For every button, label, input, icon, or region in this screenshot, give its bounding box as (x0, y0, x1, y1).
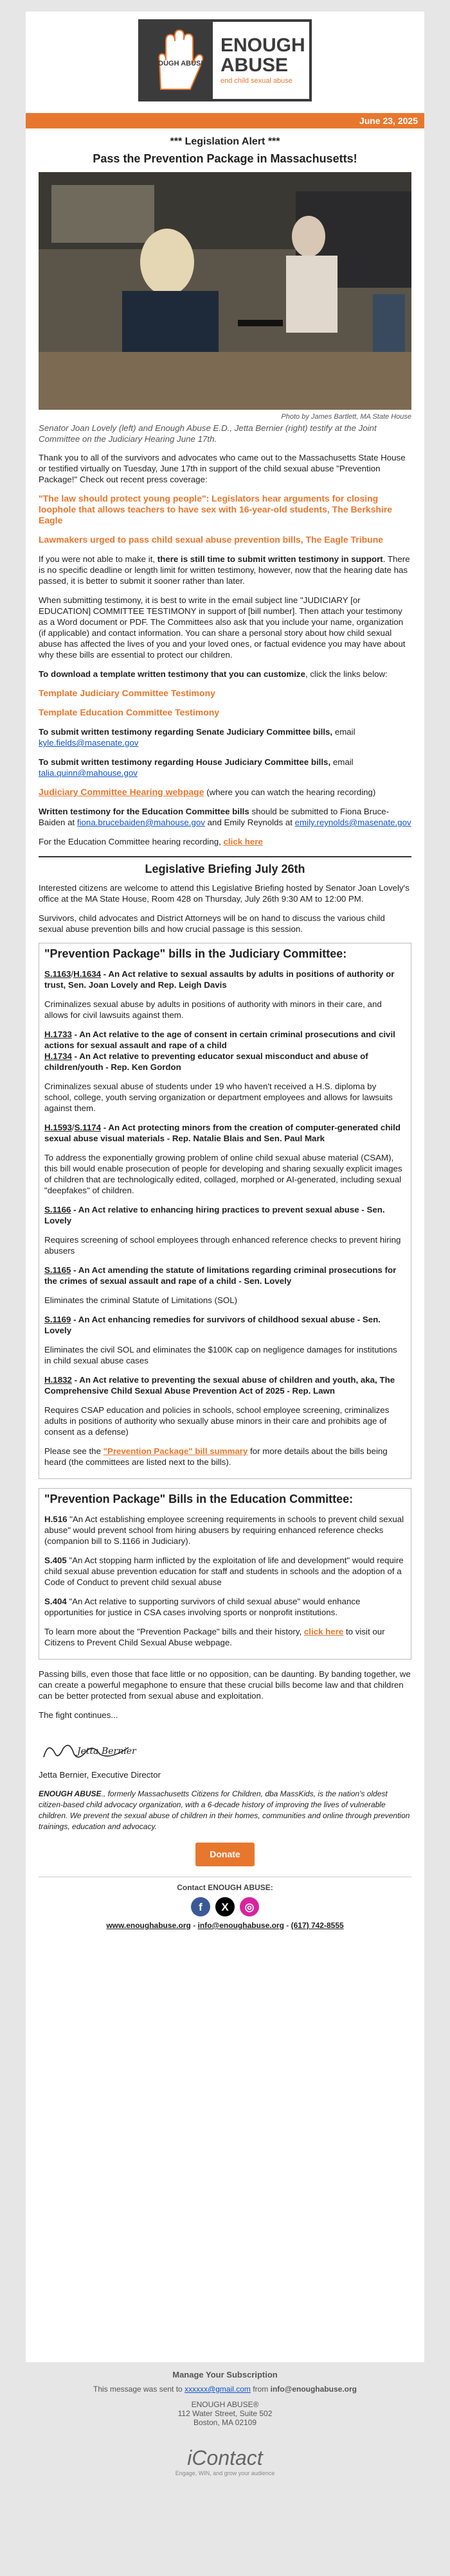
closing-para-2: The fight continues... (39, 1710, 118, 1720)
hearing-webpage-link[interactable]: Judiciary Committee Hearing webpage (39, 787, 204, 797)
template-judiciary-link[interactable]: Template Judiciary Committee Testimony (39, 688, 215, 698)
photo-credit: Photo by James Bartlett, MA State House (281, 413, 411, 421)
education-recording: For the Education Committee hearing recording, click here (39, 837, 263, 846)
education-submit: Written testimony for the Education Committee bills should be submitted to Fiona Bruce-Baiden at fiona.brucebaiden@mahouse.gov and Emily Reynolds at emily.reynolds@masenate.gov (39, 807, 411, 827)
learn-more-link[interactable]: click here (303, 1627, 344, 1636)
x-icon[interactable]: X (215, 1897, 235, 1916)
bill-code-link[interactable]: S.1165 (44, 1265, 71, 1275)
date-bar (26, 113, 424, 128)
hearing-webpage: Judiciary Committee Hearing webpage (where you can watch the hearing recording) (39, 787, 376, 797)
bill-text: "An Act establishing employee screening requirements in schools to prevent child sexual abuse" would prevent school from hiring abusers by requiring enhanced reference checks (companion bill to S.1166 in Judiciary). (44, 1514, 404, 1546)
bill-description: Eliminates the criminal Statute of Limitations (SOL) (44, 1295, 238, 1305)
hand-logo-text: ENOUGH ABUSE (148, 60, 206, 67)
subscription-footer (0, 2370, 450, 2476)
bill-description: Criminalizes sexual abuse by adults in positions of authority with minors in their care, and allows for civil lawsuits against them. (44, 999, 382, 1020)
bill-title: - An Act relative to enhancing hiring practices to prevent sexual abuse - Sen. Lovely (44, 1205, 385, 1225)
bill-code-link[interactable]: H.1733 (44, 1030, 72, 1039)
icontact-logo[interactable]: iContact (187, 2446, 263, 2469)
education-title: "Prevention Package" Bills in the Education Committee: (44, 1493, 354, 1505)
senate-email-link[interactable]: kyle.fields@masenate.gov (39, 738, 139, 748)
education-bill (44, 1514, 406, 1546)
contact-title: Contact ENOUGH ABUSE: (177, 1883, 273, 1892)
briefing-section (39, 856, 411, 934)
judiciary-bill (44, 1029, 406, 1073)
closing-para-1: Passing bills, even those that face little or no opposition, can be daunting. By banding together, we can create a powerful megaphone to ensure that these crucial bills become law and that children can be better protected from sexual abuse and exploitation. (39, 1669, 411, 1701)
bill-code-link[interactable]: H.1593 (44, 1123, 72, 1132)
senate-submit: To submit written testimony regarding Senate Judiciary Committee bills, email kyle.fields@masenate.gov (39, 727, 356, 748)
bill-title: - An Act amending the statute of limitations regarding criminal prosecutions for the crimes of sexual assault and rape of a child - Sen. Lovely (44, 1265, 397, 1286)
testimony-para-3: To download a template written testimony that you can customize, click the links below: (39, 669, 388, 679)
bill-text: "An Act stopping harm inflicted by the exploitation of life and development" would require child sexual abuse prevention education for staff and students in schools and the adoption of a Code of Conduct to prevent child sexual abuse (44, 1555, 404, 1587)
signature-text: Jetta Bernier (77, 1746, 136, 1757)
judiciary-bill: S.1163/H.1634 - An Act relative to sexual assaults by adults in positions of authority or trust, Sen. Joan Lovely and Rep. Leigh Davis (44, 969, 395, 990)
photo-caption: Senator Joan Lovely (left) and Enough Abuse E.D., Jetta Bernier (right) testify at the Joint Committee on the Judiciary Hearing June 17th. (39, 423, 377, 444)
bill-code-link[interactable]: S.1174 (74, 1123, 102, 1132)
briefing-title: Legislative Briefing July 26th (145, 863, 305, 875)
bill-code-link[interactable]: H.1734 (44, 1051, 72, 1061)
education-bills-box (39, 1488, 411, 1660)
address-2: 112 Water Street, Suite 502 (177, 2409, 273, 2418)
signer: Jetta Bernier, Executive Director (39, 1770, 161, 1780)
judiciary-bill (44, 1265, 406, 1286)
bill-code-link[interactable]: S.1163 (44, 969, 71, 979)
donate-button[interactable]: Donate (195, 1843, 254, 1866)
judiciary-bills-box (39, 943, 411, 1479)
alert-label: *** Legislation Alert *** (170, 136, 280, 147)
website-link[interactable]: www.enoughabuse.org (106, 1921, 191, 1930)
hand-logo-icon (141, 22, 213, 99)
address-3: Boston, MA 02109 (193, 2418, 257, 2427)
emily-email-link[interactable]: emily.reynolds@masenate.gov (294, 818, 411, 827)
education-bill (44, 1555, 406, 1588)
bill-title: - An Act relative to preventing the sexual abuse of children and youth, aka, The Comprehensive Child Sexual Abuse Prevention Act of 2025 - Rep. Lawn (44, 1375, 395, 1396)
judiciary-bill: H.1593/S.1174 - An Act protecting minors from the creation of computer-generated child sexual abuse visual materials - Rep. Natalie Blais and Sen. Paul Mark (44, 1123, 401, 1143)
contact-line: www.enoughabuse.org - info@enoughabuse.org - (617) 742-8555 (106, 1921, 344, 1930)
press-link-1[interactable]: "The law should protect young people": Legislators hear arguments for closing loophole that allows teachers to have sex with 16-year-old students, The Berkshire Eagle (39, 493, 393, 525)
phone-link[interactable]: (617) 742-8555 (291, 1921, 344, 1930)
contact-section (39, 1877, 411, 1931)
briefing-para-1: Interested citizens are welcome to attend this Legislative Briefing hosted by Senator Joan Lovely's office at the MA State House, Room 428 on Thursday, July 26th 9:30 AM to 12:00 PM. (39, 883, 410, 904)
testimony-para-2: When submitting testimony, it is best to write in the email subject line "JUDICIARY [or EDUCATION] COMMITTEE TESTIMONY in support of [bill number]. Then attach your testimony as a Word document or PDF. The Committees also ask that you include your name, organization (if applicable) and contact information. You can share a personal story about how child sexual abuse has affected the lives of you and your loved ones, or factual evidence you may have about why these bills are essential to protect our children. (39, 595, 406, 660)
alert-headline: Pass the Prevention Package in Massachusetts! (93, 152, 357, 165)
bill-title: - An Act protecting minors from the creation of computer-generated child sexual abuse visual materials - Rep. Natalie Blais and Sen. Paul Mark (44, 1123, 401, 1143)
email-link[interactable]: info@enoughabuse.org (197, 1921, 284, 1930)
house-email-link[interactable]: talia.quinn@mahouse.gov (39, 768, 138, 778)
learn-more: To learn more about the "Prevention Package" bills and their history, click here to visit our Citizens to Prevent Child Sexual Abuse webpage. (44, 1627, 385, 1647)
bill-code-link[interactable]: H.1832 (44, 1375, 72, 1385)
sent-info: This message was sent to xxxxxx@gmail.com from info@enoughabuse.org (93, 2385, 357, 2394)
judiciary-bill (44, 1204, 406, 1226)
bill-code: S.404 (44, 1597, 67, 1606)
bill-title: - An Act enhancing remedies for survivors of childhood sexual abuse - Sen. Lovely (44, 1315, 381, 1335)
bill-description: Eliminates the civil SOL and eliminates the $100K cap on negligence damages for institutions in child sexual abuse cases (44, 1345, 397, 1365)
bill-title: - An Act relative to the age of consent in certain criminal prosecutions and civil actions for sexual assault and rape of a child (44, 1030, 395, 1050)
signature-image (39, 1735, 411, 1769)
hearing-photo (39, 172, 411, 410)
about-org: ENOUGH ABUSE., formerly Massachusetts Citizens for Children, dba MassKids, is the nation's oldest citizen-based child advocacy organization, with a 6-decade history of improving the lives of vulnerable children. We prevent the sexual abuse of children in their homes, communities and online through prevention trainings, education and advocacy. (39, 1789, 410, 1831)
bill-title: - An Act relative to sexual assaults by adults in positions of authority or trust, Sen. Joan Lovely and Rep. Leigh Davis (44, 969, 395, 990)
instagram-icon[interactable]: ◎ (240, 1897, 259, 1916)
bill-description: Criminalizes sexual abuse of students under 19 who haven't received a H.S. diploma by school, college, youth serving organization or department employees and allows for lawsuits against them. (44, 1082, 393, 1113)
judiciary-bill (44, 1374, 406, 1396)
sent-to-email[interactable]: xxxxxx@gmail.com (184, 2385, 251, 2394)
bill-text: "An Act relative to supporting survivors of child sexual abuse" would enhance opportunities for justice in CSA cases involving sports or nonprofit institutions. (44, 1597, 361, 1617)
issue-date: June 23, 2025 (359, 116, 418, 126)
bill-code: H.516 (44, 1514, 68, 1524)
logo-tagline: end child sexual abuse (221, 77, 292, 85)
bill-description: Requires screening of school employees through enhanced reference checks to prevent hiring abusers (44, 1235, 401, 1256)
education-bill (44, 1596, 406, 1618)
manage-subscription-link[interactable]: Manage Your Subscription (172, 2370, 278, 2379)
bill-description: Requires CSAP education and policies in schools, school employee screening, criminalizes adults in positions of authority who sexually abuse minors in their care and prohibits age of consent as a defense) (44, 1405, 390, 1437)
briefing-para-2: Survivors, child advocates and District Attorneys will be on hand to discuss the various child sexual abuse prevention bills and how crucial passage is this session. (39, 913, 385, 934)
logo-line1: ENOUGH (221, 35, 305, 56)
education-recording-link[interactable]: click here (223, 837, 263, 846)
judiciary-bill (44, 1314, 406, 1336)
enough-abuse-logo[interactable] (138, 19, 312, 101)
intro-text: Thank you to all of the survivors and advocates who came out to the Massachusetts State House or testified virtually on Tuesday, June 17th in support of the child sexual abuse "Prevention Package!" Check out recent press coverage: (39, 453, 406, 484)
testimony-para-1: If you were not able to make it, there is still time to submit written testimony in support. There is no specific deadline or length limit for written testimony, however, now that the hearing date has passed, it is better to submit it sooner rather than later. (39, 554, 410, 586)
bill-code-link[interactable]: H.1634 (73, 969, 102, 979)
judiciary-title: "Prevention Package" bills in the Judiciary Committee: (44, 947, 347, 960)
template-education-link[interactable]: Template Education Committee Testimony (39, 707, 220, 717)
house-submit: To submit written testimony regarding House Judiciary Committee bills, email talia.quinn@mahouse.gov (39, 757, 354, 778)
bill-description: To address the exponentially growing problem of online child sexual abuse material (CSAM), this bill would enable prosecution of people for developing and sharing sexually explicit images of children that are technologically edited, collaged, morphed or AI-generated, including sexual "deepfakes" of children. (44, 1153, 402, 1195)
bill-code-link[interactable]: S.1169 (44, 1315, 71, 1324)
social-links (39, 1897, 411, 1916)
email-body (26, 12, 424, 2362)
bill-summary: Please see the "Prevention Package" bill summary for more details about the bills being heard (the committees are listed next to the bills). (44, 1446, 388, 1467)
facebook-icon[interactable]: f (191, 1897, 210, 1916)
bill-title: - An Act relative to preventing educator sexual misconduct and abuse of children/youth - Rep. Ken Gordon (44, 1051, 368, 1072)
sent-from-email: info@enoughabuse.org (270, 2385, 357, 2394)
bill-summary-link[interactable]: "Prevention Package" bill summary (103, 1446, 248, 1456)
fiona-email-link[interactable]: fiona.brucebaiden@mahouse.gov (76, 818, 205, 827)
logo-line2: ABUSE (221, 55, 289, 76)
header (26, 12, 424, 113)
bill-code: S.405 (44, 1555, 67, 1565)
address-1: ENOUGH ABUSE® (191, 2400, 259, 2409)
press-link-2[interactable]: Lawmakers urged to pass child sexual abuse prevention bills, The Eagle Tribune (39, 534, 384, 545)
bill-code-link[interactable]: S.1166 (44, 1205, 71, 1214)
icontact-tagline: Engage, WIN, and grow your audience (175, 2470, 275, 2476)
